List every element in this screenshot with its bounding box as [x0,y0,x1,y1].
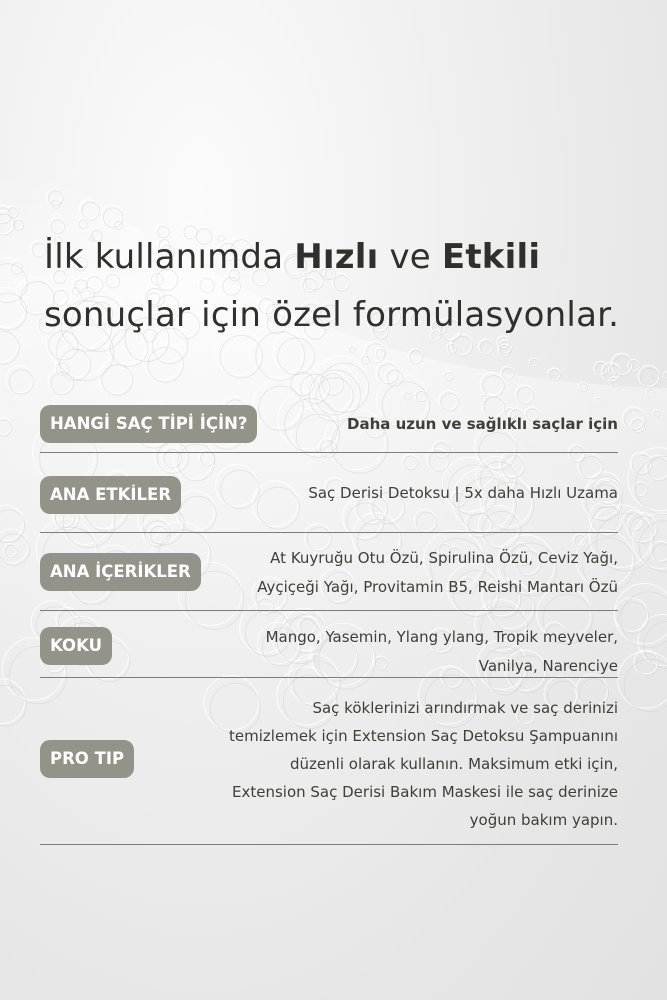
divider [40,532,618,533]
label-badge: ANA İÇERİKLER [40,553,201,591]
label-badge: HANGİ SAÇ TİPİ İÇİN? [40,405,257,443]
divider [40,844,618,845]
info-row-hair-type [40,403,618,445]
divider [40,452,618,453]
divider [40,677,618,678]
row-value: Daha uzun ve sağlıklı saçlar için [347,415,618,433]
info-row-main-effects [40,474,618,516]
row-value: Saç Derisi Detoksu | 5x daha Hızlı Uzama [308,484,618,502]
foam-bubble-shadow [641,368,660,387]
headline-line-1: İlk kullanımda Hızlı ve Etkili [44,237,541,277]
headline-emphasis-effective: Etkili [441,237,541,277]
label-badge: KOKU [40,627,112,665]
info-row-scent [40,620,618,678]
label-badge: PRO TIP [40,740,134,778]
headline-emphasis-fast: Hızlı [294,237,379,277]
info-row-pro-tip [40,694,618,834]
row-value: Saç köklerinizi arındırmak ve saç derinizi temizlemek için Extension Saç Detoksu Şampuanını düzenli olarak kullanın. Maksimum etki için, Extension Saç Derisi Bakım Maskesi ile saç derinize yoğun bakım yapın. [229,699,618,829]
row-value: At Kuyruğu Otu Özü, Spirulina Özü, Ceviz Yağı, Ayçiçeği Yağı, Provitamin B5, Reishi Mantarı Özü [257,549,618,596]
info-row-main-ingredients [40,544,618,604]
foam-bubble-shadow [629,361,640,372]
label-badge: ANA ETKİLER [40,476,181,514]
headline-line-2: sonuçlar için özel formülasyonlar. [44,295,620,335]
row-value: Mango, Yasemin, Ylang ylang, Tropik meyveler, Vanilya, Narenciye [265,628,618,675]
headline [44,228,644,344]
divider [40,610,618,611]
foam-bubble-shadow [448,344,457,353]
